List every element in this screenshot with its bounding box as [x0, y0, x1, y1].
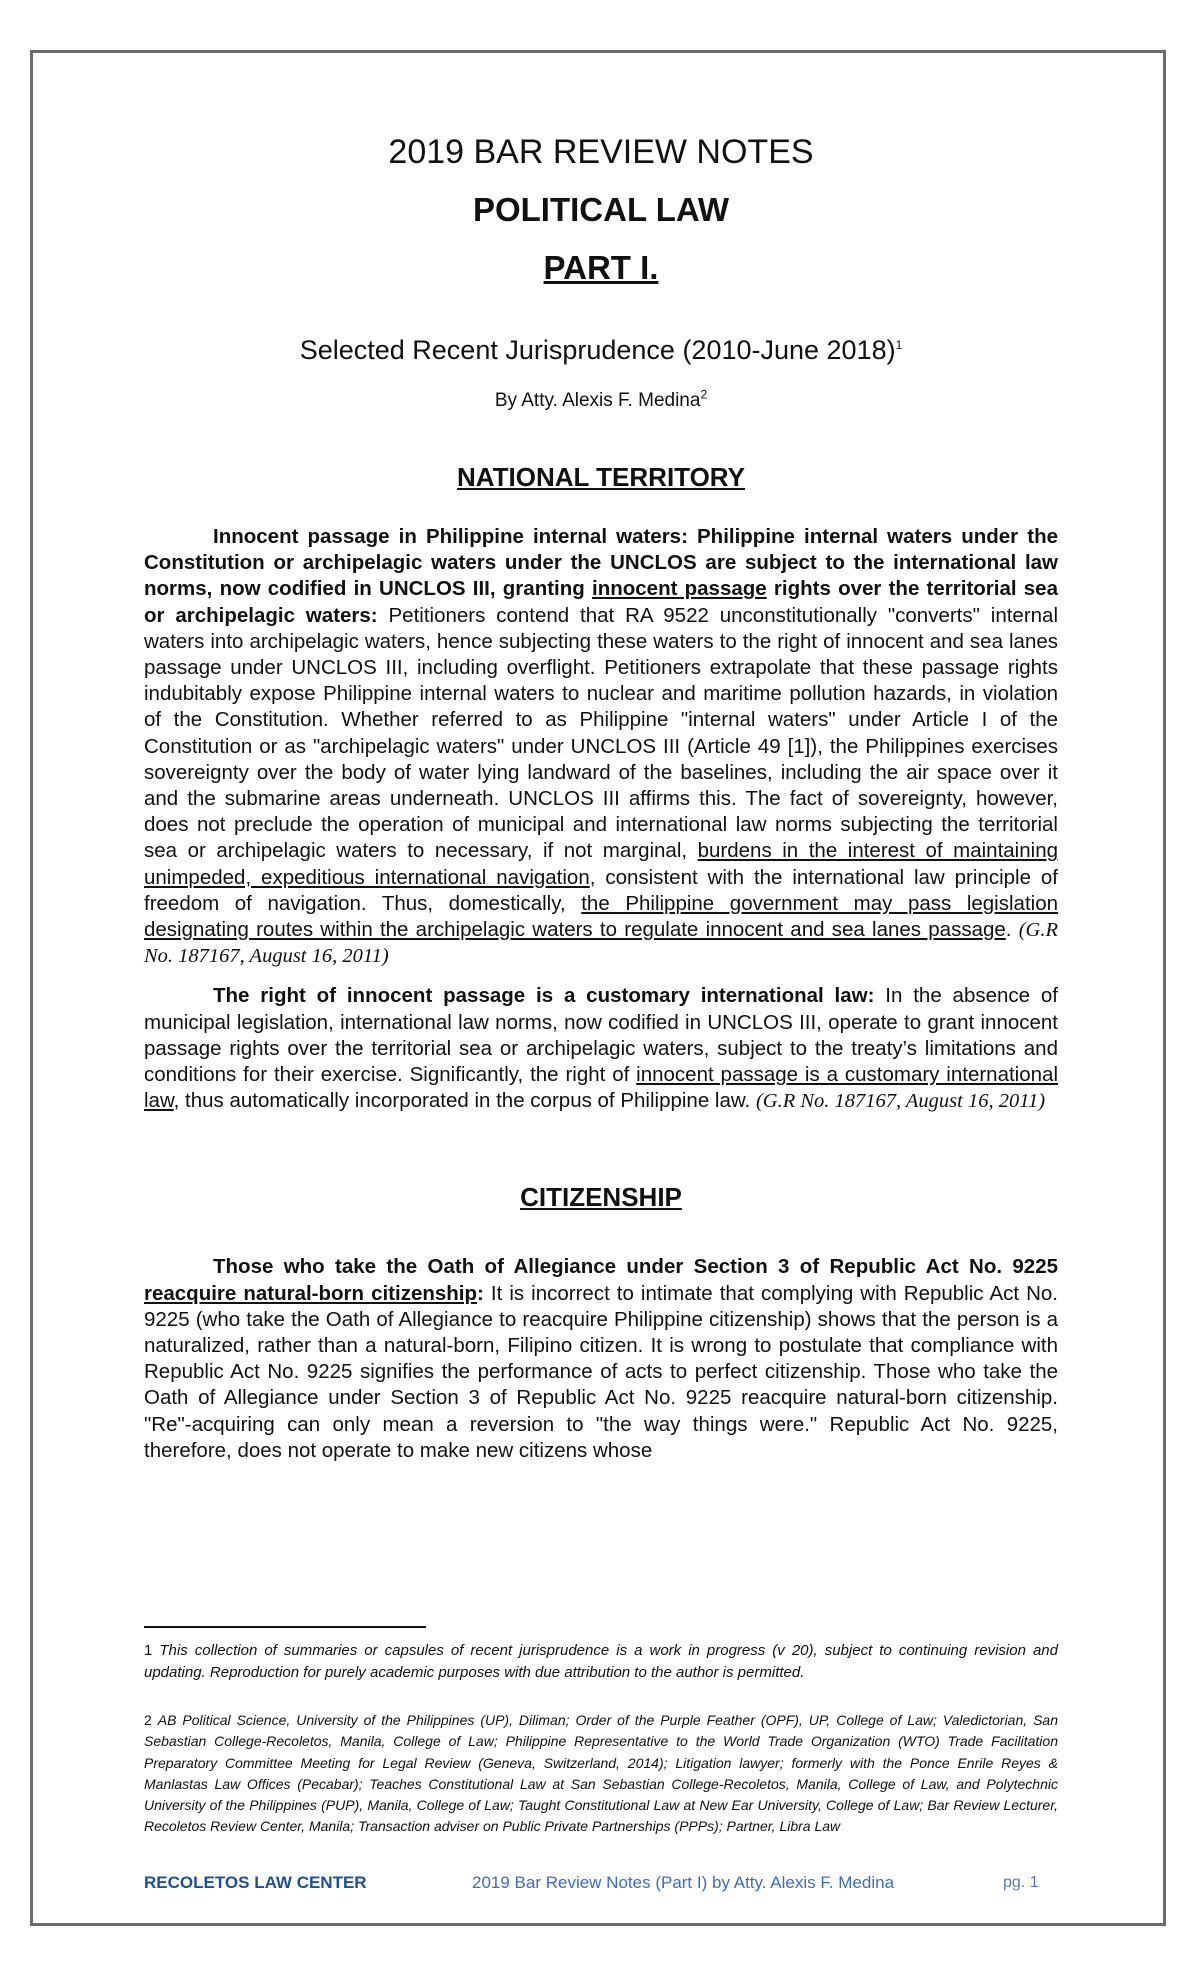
footnote-2	[144, 1710, 1058, 1838]
lead-underlined: innocent passage	[592, 577, 767, 601]
footnote-number: 1	[144, 1642, 153, 1659]
lead-text: Those who take the Oath of Allegiance under Section 3 of Republic Act No. 9225	[213, 1255, 1058, 1279]
footnote-text: This collection of summaries or capsules of recent jurisprudence is a work in progress (v 20), subject to continuing revision and updating. Reproduction for purely academic purposes with due attribution to the author is permitted.	[144, 1642, 1058, 1681]
footer-page-number: pg. 1	[1003, 1874, 1039, 1891]
subtitle-text: Selected Recent Jurisprudence (2010-June 2018)	[299, 335, 896, 365]
section-heading-citizenship: CITIZENSHIP	[520, 1182, 682, 1213]
title-block	[144, 130, 1058, 414]
body-text: Petitioners contend that RA 9522 unconstitutionally "converts" internal waters into archipelagic waters, hence subjecting these waters to the right of innocent and sea lanes passage under UNCLOS III, including overflight. Petitioners extrapolate that these passage rights indubitably expose Philippine internal waters to nuclear and maritime pollution hazards, in violation of the Constitution. Whether referred to as Philippine "internal waters" under Article I of the Constitution or as "archipelagic waters" under UNCLOS III (Article 49 [1]), the Philippines exercises sovereignty over the body of water lying landward of the baselines, including the air space over it and the submarine areas underneath. UNCLOS III affirms this. The fact of sovereignty, however, does not preclude the operation of municipal and international law norms subjecting the territorial sea or archipelagic waters to necessary, if not marginal,	[144, 603, 1058, 863]
case-citation: (G.R No. 187167, August 16, 2011)	[755, 1090, 1046, 1113]
document-title: 2019 BAR REVIEW NOTES	[388, 133, 814, 171]
footnote-separator	[144, 1626, 426, 1628]
lead-text-end: :	[477, 1281, 484, 1305]
lead-text-end: rights over the territorial sea or archipelagic waters:	[144, 577, 1058, 627]
body-text: , consistent with the international law principle of freedom of navigation. Thus, domestically,	[144, 865, 1058, 915]
subject-title: POLITICAL LAW	[472, 191, 730, 228]
footer-organization: RECOLETOS LAW CENTER	[144, 1873, 367, 1892]
subtitle	[144, 332, 1058, 368]
author-line	[144, 388, 1058, 414]
underlined-text: the Philippine government may pass legislation designating routes within the archipelagic waters to regulate innocent and sea lanes passage	[144, 891, 1058, 942]
lead-underlined: reacquire natural-born citizenship	[144, 1281, 478, 1305]
para-lead: The right of innocent passage is a customary international law:	[213, 984, 875, 1008]
paragraph-customary-law	[144, 983, 1058, 1114]
author-text: By Atty. Alexis F. Medina	[494, 390, 701, 411]
body-text: , thus automatically incorporated in the corpus of Philippine law.	[173, 1089, 756, 1113]
body-text: It is incorrect to intimate that complying with Republic Act No. 9225 (who take the Oath of Allegiance to reacquire Philippine citizenship) shows that the person is a naturalized, rather than a natural-born, Filipino citizen. It is wrong to postulate that compliance with Republic Act No. 9225 signifies the performance of acts to perfect citizenship. Those who take the Oath of Allegiance under Section 3 of Republic Act No. 9225 reacquire natural-born citizenship. "Re"-acquiring can only mean a reversion to "the way things were." Republic Act No. 9225, therefore, does not operate to make new citizens whose	[144, 1281, 1059, 1462]
footnote-1	[144, 1640, 1058, 1684]
body-text: In the absence of municipal legislation, international law norms, now codified in UNCLOS III, operate to grant innocent passage rights over the territorial sea or archipelagic waters, subject to the treaty’s limitations and conditions for their exercise. Significantly, the right of	[144, 984, 1058, 1087]
section-heading-national-territory: NATIONAL TERRITORY	[457, 462, 745, 492]
footnote-ref-2[interactable]: 2	[700, 387, 708, 402]
part-title: PART I.	[543, 249, 659, 286]
footnote-number: 2	[144, 1712, 152, 1728]
footnote-text: AB Political Science, University of the Philippines (UP), Diliman; Order of the Purple Feather (OPF), UP, College of Law; Valedictorian, San Sebastian College-Recoletos, Manila, College of Law; Philippine Representative to the World Trade Organization (WTO) Trade Facilitation Preparatory Committee Meeting for Legal Review (Geneva, Switzerland, 2014); Litigation lawyer; formerly with the Ponce Enrile Reyes & Manlastas Law Offices (Pecabar); Teaches Constitutional Law at San Sebastian College-Recoletos, Manila, College of Law, and Polytechnic University of the Philippines (PUP), Manila, College of Law; Taught Constitutional Law at New Ear University, College of Law; Bar Review Lecturer, Recoletos Review Center, Manila; Transaction adviser on Public Private Partnerships (PPPs); Partner, Libra Law	[144, 1712, 1059, 1835]
case-citation: (G.R No. 187167, August 16, 2011)	[144, 919, 1058, 968]
body-text: .	[1005, 918, 1019, 942]
paragraph-innocent-passage	[144, 524, 1058, 969]
paragraph-citizenship	[144, 1254, 1058, 1464]
lead-text: Innocent passage in Philippine internal waters: Philippine internal waters under the Constitution or archipelagic waters under the UNCLOS are subject to the international law norms, now codified in UNCLOS III, granting	[144, 525, 1058, 601]
document-body	[144, 130, 1058, 1464]
underlined-text: innocent passage is a customary international law	[144, 1063, 1058, 1113]
underlined-text: burdens in the interest of maintaining unimpeded, expeditious international navigation	[144, 839, 1058, 889]
footnote-ref-1[interactable]: 1	[895, 338, 903, 352]
footer-document-title: 2019 Bar Review Notes (Part I) by Atty. Alexis F. Medina	[472, 1873, 895, 1892]
